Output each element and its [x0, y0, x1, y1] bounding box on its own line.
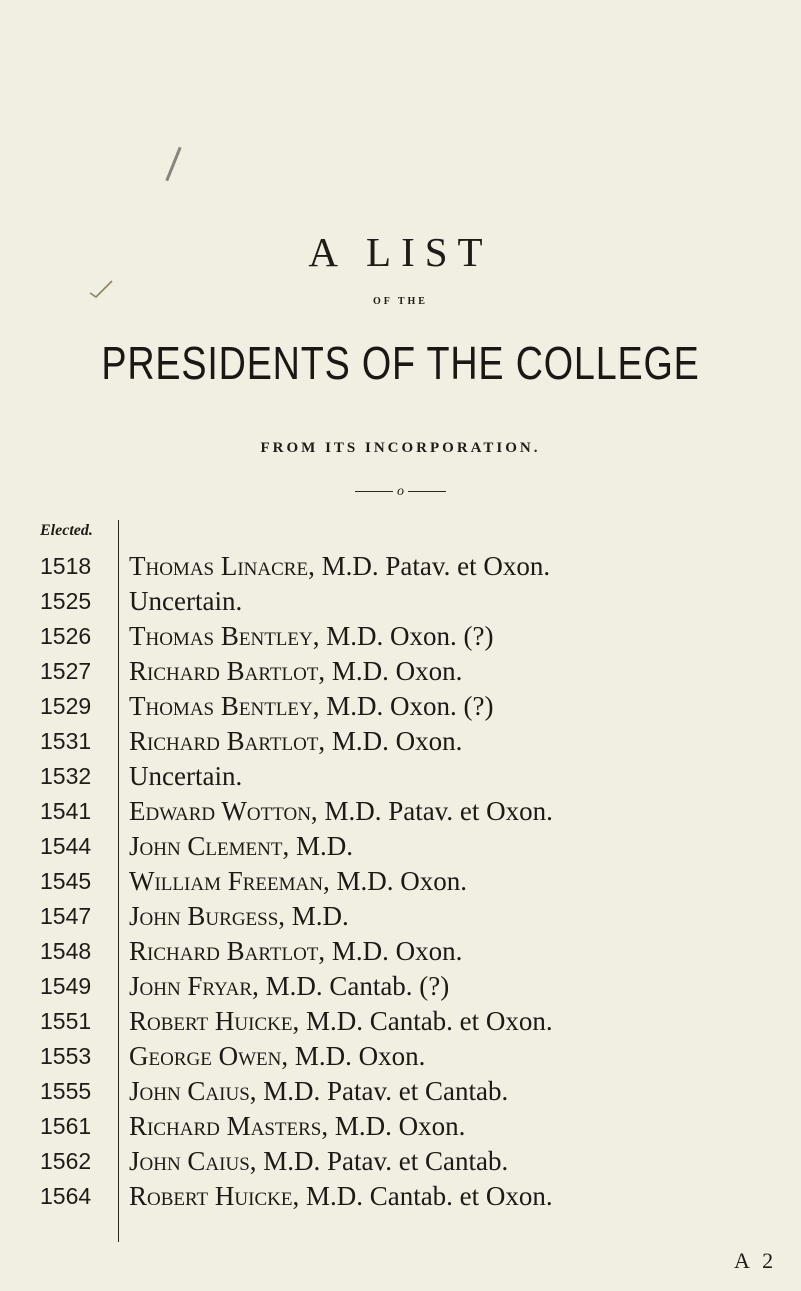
list-item: [40, 1109, 800, 1144]
list-item: [40, 1179, 800, 1214]
list-item: [40, 1004, 800, 1039]
president-name: John Fryar,: [129, 971, 259, 1001]
president-name: Robert Huicke,: [129, 1006, 300, 1036]
year-elected: 1551: [40, 1008, 92, 1034]
president-degrees: M.D. Oxon.: [325, 726, 463, 756]
president-name: John Clement,: [129, 831, 290, 861]
year-elected: 1549: [40, 973, 92, 999]
president-entry: [129, 1074, 508, 1109]
president-degrees: M.D. Patav. et Oxon.: [314, 551, 551, 581]
president-name: Richard Bartlot,: [129, 726, 326, 756]
president-name: Edward Wotton,: [129, 796, 318, 826]
list-item: [40, 1039, 800, 1074]
list-item: [40, 549, 800, 584]
president-entry: [129, 724, 462, 759]
year-elected: 1532: [40, 763, 92, 789]
list-item: [40, 794, 800, 829]
list-item: [40, 619, 800, 654]
president-name: John Caius,: [129, 1076, 257, 1106]
year-elected: 1564: [40, 1183, 92, 1209]
year-elected: 1518: [40, 553, 92, 579]
list-item: [40, 899, 800, 934]
main-heading: PRESIDENTS OF THE COLLEGE: [101, 337, 700, 389]
president-entry: [129, 934, 462, 969]
president-degrees: M.D. Cantab. et Oxon.: [299, 1181, 553, 1211]
president-name: Richard Bartlot,: [129, 656, 326, 686]
page-title: A LIST: [308, 229, 493, 275]
president-entry: [129, 899, 349, 934]
list-item: [40, 829, 800, 864]
president-degrees: M.D. Oxon.: [288, 1041, 426, 1071]
year-elected: 1541: [40, 798, 92, 824]
president-name: Thomas Linacre,: [129, 551, 315, 581]
president-name: Robert Huicke,: [129, 1181, 300, 1211]
year-elected: 1547: [40, 903, 92, 929]
list-item: [40, 724, 800, 759]
year-elected: 1555: [40, 1078, 92, 1104]
president-degrees: M.D. Oxon.: [325, 936, 463, 966]
year-elected: 1525: [40, 588, 92, 614]
president-degrees: M.D. Cantab. (?): [258, 971, 450, 1001]
president-entry: [129, 864, 467, 899]
president-entry: [129, 1004, 553, 1039]
president-entry: [129, 829, 353, 864]
president-name: Richard Masters,: [129, 1111, 329, 1141]
list-item: [40, 759, 800, 794]
president-entry: [129, 549, 550, 584]
year-elected: 1561: [40, 1113, 92, 1139]
president-degrees: Uncertain.: [129, 761, 243, 791]
year-elected: 1545: [40, 868, 92, 894]
president-entry: [129, 1144, 508, 1179]
ornament-glyph: o: [397, 484, 404, 499]
president-name: Thomas Bentley,: [129, 621, 320, 651]
president-degrees: M.D. Oxon.: [329, 866, 467, 896]
president-entry: [129, 689, 493, 724]
president-degrees: M.D. Patav. et Cantab.: [256, 1076, 509, 1106]
president-degrees: M.D. Oxon.: [325, 656, 463, 686]
presidents-list: [40, 549, 800, 1214]
from-incorporation-line: FROM ITS INCORPORATION.: [260, 440, 541, 456]
year-elected: 1544: [40, 833, 92, 859]
year-elected: 1526: [40, 623, 92, 649]
president-degrees: M.D. Oxon. (?): [319, 691, 494, 721]
year-elected: 1553: [40, 1043, 92, 1069]
president-degrees: M.D. Patav. et Oxon.: [317, 796, 553, 826]
president-name: Richard Bartlot,: [129, 936, 326, 966]
list-item: [40, 934, 800, 969]
president-entry: [129, 759, 242, 794]
president-entry: [129, 584, 242, 619]
pencil-slash-mark: [165, 147, 181, 182]
ornament-divider: [0, 484, 801, 500]
ornament-rule-right: [408, 491, 446, 492]
president-entry: [129, 794, 553, 829]
president-name: George Owen,: [129, 1041, 289, 1071]
president-entry: [129, 969, 449, 1004]
president-entry: [129, 1039, 425, 1074]
president-name: William Freeman,: [129, 866, 330, 896]
president-degrees: M.D. Oxon. (?): [319, 621, 494, 651]
president-entry: [129, 654, 462, 689]
ornament-rule-left: [355, 491, 393, 492]
president-entry: [129, 619, 493, 654]
president-name: Thomas Bentley,: [129, 691, 320, 721]
of-the-line: OF THE: [373, 296, 428, 307]
president-degrees: M.D. Oxon.: [328, 1111, 466, 1141]
president-name: John Burgess,: [129, 901, 286, 931]
president-degrees: M.D. Patav. et Cantab.: [256, 1146, 509, 1176]
list-item: [40, 1074, 800, 1109]
list-item: [40, 689, 800, 724]
year-elected: 1548: [40, 938, 92, 964]
president-degrees: Uncertain.: [129, 586, 243, 616]
president-name: John Caius,: [129, 1146, 257, 1176]
president-entry: [129, 1179, 553, 1214]
list-item: [40, 1144, 800, 1179]
list-item: [40, 584, 800, 619]
year-elected: 1531: [40, 728, 92, 754]
page-signature: A 2: [734, 1248, 778, 1273]
list-item: [40, 654, 800, 689]
president-entry: [129, 1109, 465, 1144]
president-degrees: M.D.: [289, 831, 353, 861]
list-item: [40, 969, 800, 1004]
year-elected: 1562: [40, 1148, 92, 1174]
elected-column-label: Elected.: [40, 522, 93, 539]
president-degrees: M.D.: [285, 901, 349, 931]
year-elected: 1529: [40, 693, 92, 719]
year-elected: 1527: [40, 658, 92, 684]
president-degrees: M.D. Cantab. et Oxon.: [299, 1006, 553, 1036]
list-item: [40, 864, 800, 899]
